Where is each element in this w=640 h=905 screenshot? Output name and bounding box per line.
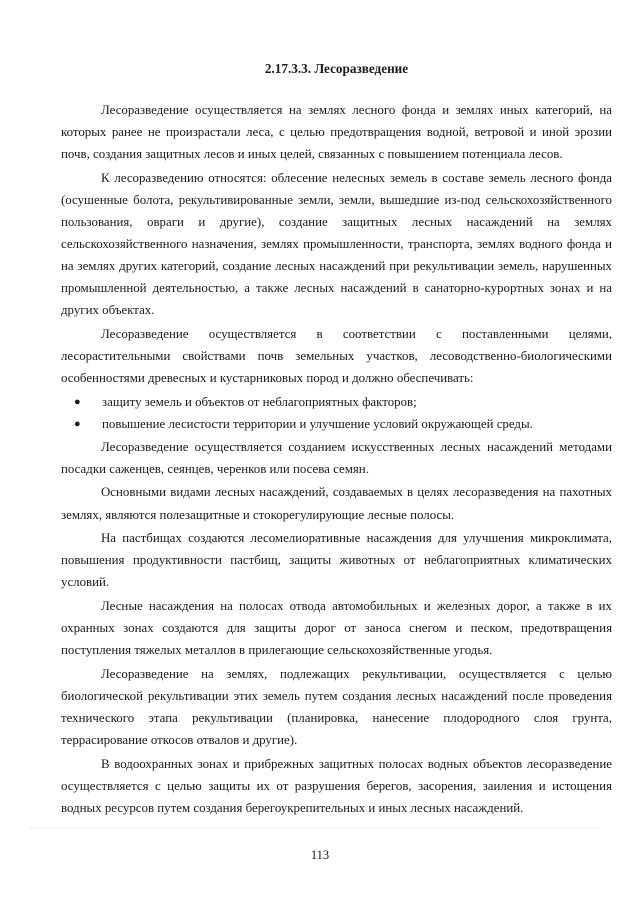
paragraph: На пастбищах создаются лесомелиоративные насаждения для улучшения микроклимата, повышения продуктивности пастбищ, защиты животных от неблагоприятных климатических условий.	[61, 531, 612, 590]
paragraph: Лесные насаждения на полосах отвода автомобильных и железных дорог, а также в их охранных зонах создаются для защиты дорог от заноса снегом и песком, предотвращения поступления тяжелых металлов в прилегающие сельскохозяйственные угодья.	[61, 598, 612, 658]
paragraph: Лесоразведение осуществляется на землях лесного фонда и землях иных категорий, на которых ранее не произрастали леса, с целью предотвращения водной, ветровой и иной эрозии почв, создания защитных лесов и иных целей, связанных с повышением потенциала лесов.	[61, 103, 612, 162]
paragraph: Лесоразведение осуществляется созданием искусственных лесных насаждений методами посадки саженцев, сеянцев, черенков или посева семян.	[61, 439, 612, 476]
paragraph: В водоохранных зонах и прибрежных защитных полосах водных объектов лесоразведение осуществляется с целью защиты их от разрушения берегов, засорения, заиления и истощения водных ресурсов путем создания берегоукрепительных и иных лесных насаждений.	[61, 756, 612, 815]
paragraph: Основными видами лесных насаждений, создаваемых в целях лесоразведения на пахотных землях, являются полезащитные и стокорегулирующие лесные полосы.	[61, 485, 612, 522]
bullet-item	[74, 413, 612, 436]
bullet-item	[74, 391, 612, 414]
paragraph: Лесоразведение осуществляется в соответствии с поставленными целями, лесорастительными свойствами почв земельных участков, лесоводственно-биологическими особенностями древесных и кустарниковых пород и должно обеспечивать:	[61, 326, 612, 386]
bullet-icon: ●	[74, 395, 81, 408]
bullet-icon: ●	[74, 418, 81, 431]
bullet-list	[61, 391, 612, 436]
scan-artifact-line	[30, 828, 600, 829]
page-number: 113	[310, 848, 330, 862]
bullet-text: защиту земель и объектов от неблагоприятных факторов;	[102, 394, 417, 409]
section-title: 2.17.3.3. Лесоразведение	[264, 61, 409, 76]
bullet-text: повышение лесистости территории и улучшение условий окружающей среды.	[102, 417, 533, 432]
paragraph: Лесоразведение на землях, подлежащих рекультивации, осуществляется с целью биологической рекультивации этих земель путем создания лесных насаждений после проведения технического этапа рекультивации (планировка, нанесение плодородного слоя грунта, террасирование откосов отвалов и другие).	[61, 666, 612, 747]
paragraph: К лесоразведению относятся: облесение нелесных земель в составе земель лесного фонда (осушенные болота, рекультивированные земли, земли, вышедшие из-под сельскохозяйственного пользования, овраги и другие), создание защитных лесных насаждений на землях сельскохозяйственного назначения, землях промышленности, транспорта, землях водного фонда и на землях других категорий, создание лесных насаждений при рекультивации земель, нарушенных промышленной деятельностью, а также лесных насаждений в санаторно-курортных зонах и на других объектах.	[61, 170, 612, 318]
